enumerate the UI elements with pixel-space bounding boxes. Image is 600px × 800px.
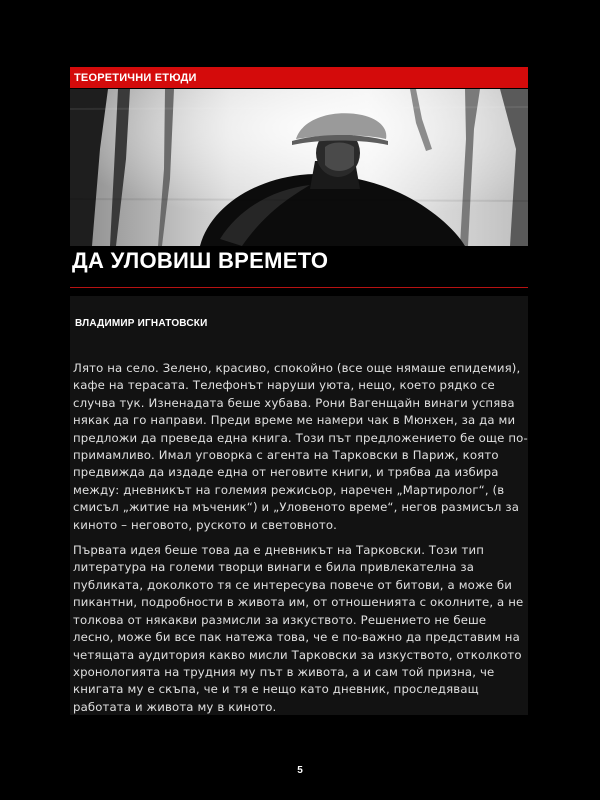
article-title: ДА УЛОВИШ ВРЕМЕТО: [72, 248, 329, 273]
article-body-panel: [70, 296, 528, 715]
author-name: ВЛАДИМИР ИГНАТОВСКИ: [75, 318, 208, 329]
section-header-bar: [70, 67, 528, 88]
paragraph-1: Лято на село. Зелено, красиво, спокойно (все още нямаше епидемия), кафе на терасата. Телефонът наруши уюта, нещо, което рядко се случва тук. Изненадата беше хубава. Рони Вагенщайн винаги успява някак да го направи. Преди време ме намери чак в Мюнхен, за да ми предложи да преведа една книга. Този път предложението бе още по-примамливо. Имал уговорка с агента на Тарковски в Париж, която предвижда да издаде една от неговите книги, и трябва да избира между: дневникът на големия режисьор, наречен „Мартиролог“, (в смисъл „житие на мъченик“) и „Уловеното време“, негов размисъл за киното – неговото, руското и световното.: [73, 361, 528, 532]
title-divider: [70, 287, 528, 288]
article-text: [73, 360, 528, 724]
paragraph-2: Първата идея беше това да е дневникът на Тарковски. Този тип литература на големи творци винаги е била привлекателна за публиката, доколкото тя се интересува повече от битови, а може би пикантни, подробности в живота им, от отношенията с околните, а не толкова от някакви размисли за изкуството. Решението не беше лесно, може би все пак натежа това, че е по-важно да представим на четящата аудитория какво мисли Тарковски за изкуството, отколкото хронологията на трудния му път в живота, а и сам той призна, че книгата му е скъпа, че и тя е нещо като дневник, проследяващ работата и живота му в киното.: [73, 543, 524, 714]
section-label: ТЕОРЕТИЧНИ ЕТЮДИ: [74, 71, 197, 84]
page-number: 5: [297, 765, 303, 776]
man-in-cap-photo-icon: [70, 89, 528, 246]
hero-photo: [70, 89, 528, 246]
